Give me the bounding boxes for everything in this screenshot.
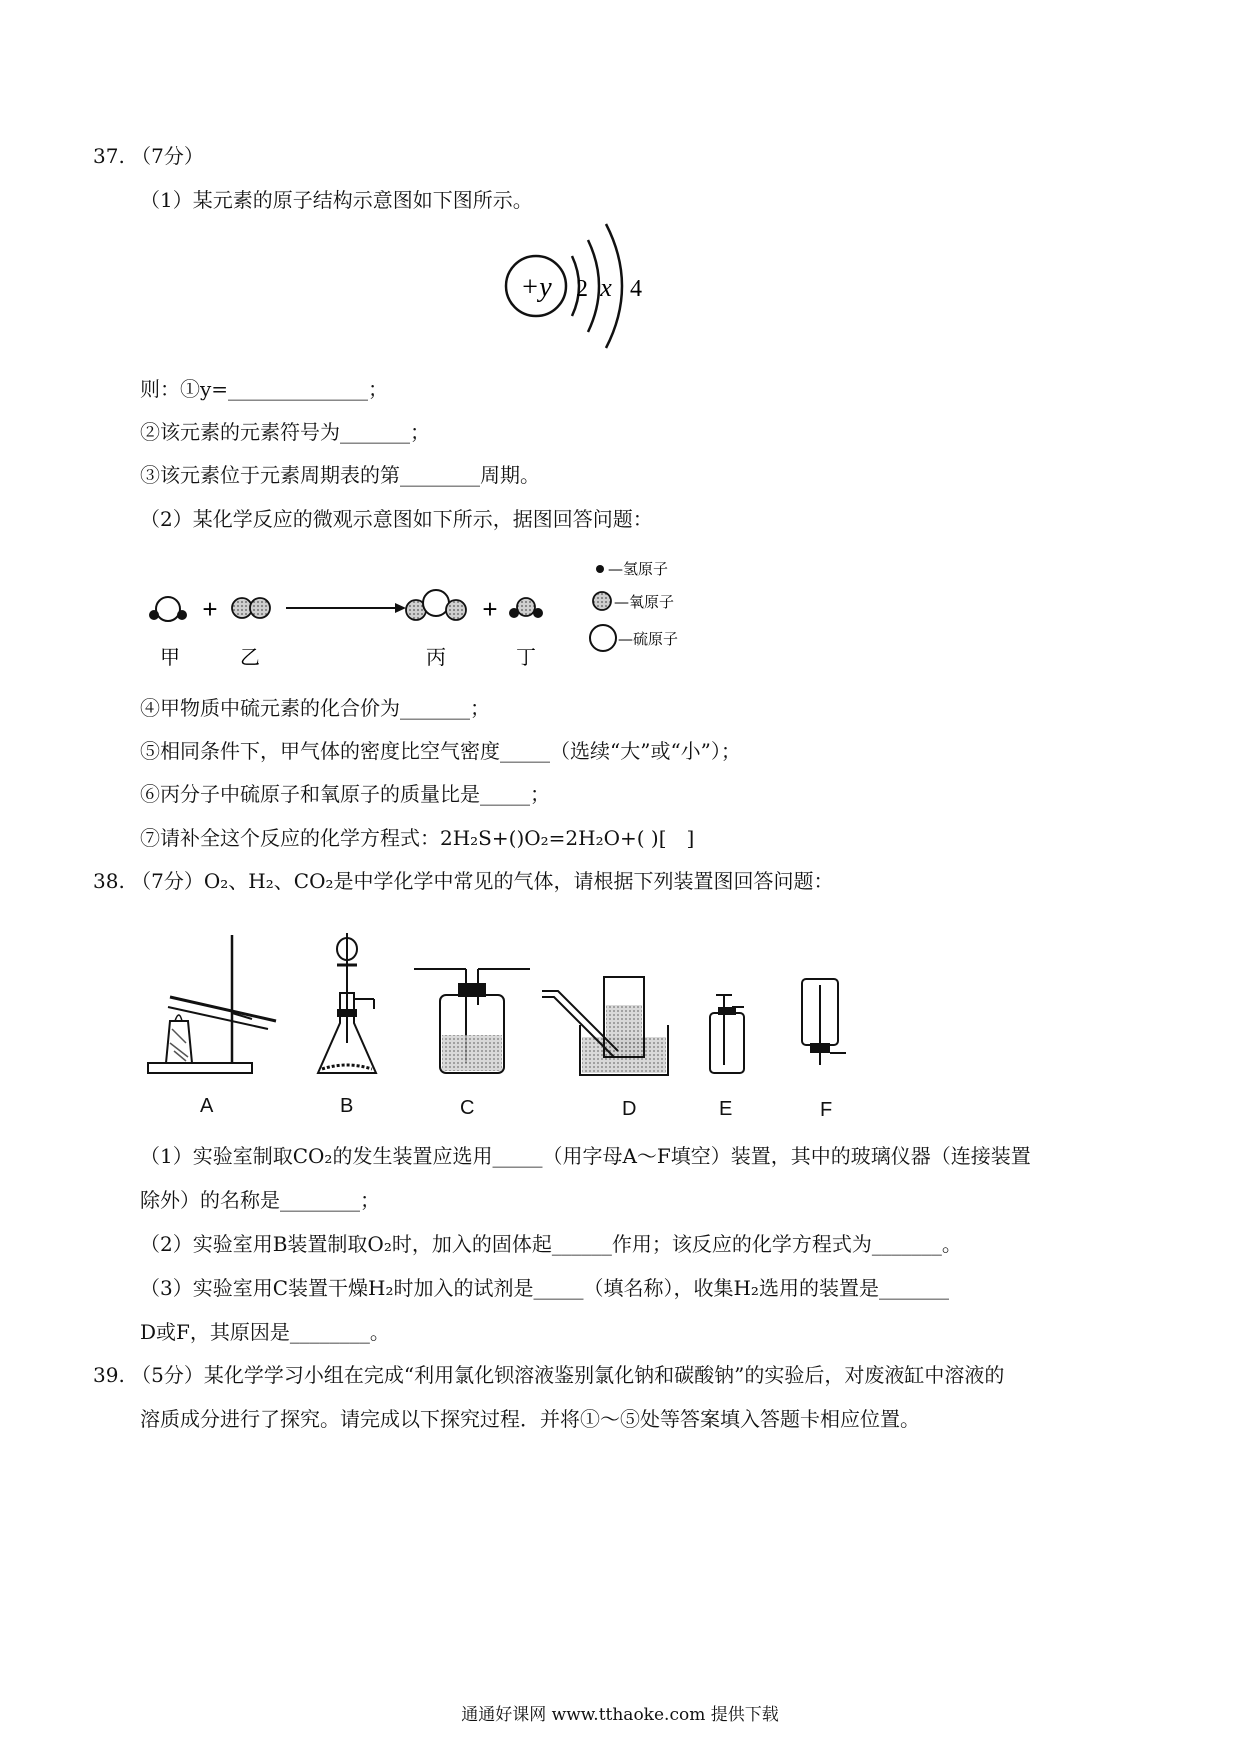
apparatus-label-a: A (200, 1095, 214, 1117)
atom-structure-diagram (500, 218, 660, 368)
apparatus-label-e: E (719, 1098, 733, 1120)
molecule-yi (232, 598, 270, 618)
page-footer: 通通好课网 www.tthaoke.com 提供下载 (461, 1705, 779, 1725)
q37-header: 37. （7分） (93, 144, 204, 168)
apparatus-d (542, 977, 668, 1075)
reaction-arrow-head (395, 603, 406, 613)
q37-item3: ③该元素位于元素周期表的第________周期。 (140, 463, 540, 487)
q38-q3-line1: （3）实验室用C装置干燥H₂时加入的试剂是_____（填名称），收集H₂选用的装置是_______ (140, 1276, 949, 1300)
q39-line1: 39. （5分）某化学学习小组在完成“利用氯化钡溶液鉴别氯化钠和碳酸钠”的实验后，对废液缸中溶液的 (93, 1363, 1005, 1387)
label-ding: 丁 (516, 645, 536, 669)
q38-q1-line2: 除外）的名称是________； (140, 1188, 380, 1212)
legend-oxygen: —氧原子 (614, 593, 675, 611)
apparatus-a (148, 935, 276, 1073)
q37-item6: ⑥丙分子中硫原子和氧原子的质量比是_____； (140, 782, 550, 806)
label-yi: 乙 (240, 645, 260, 669)
molecule-ding (509, 598, 543, 618)
plus-sign-1: + (202, 594, 218, 624)
apparatus-c (414, 969, 530, 1073)
molecule-bing (406, 590, 466, 620)
apparatus-label-b: B (340, 1095, 354, 1117)
q38-q2: （2）实验室用B装置制取O₂时，加入的固体起______作用；该反应的化学方程式为_______。 (140, 1232, 962, 1256)
lab-apparatus-diagram (140, 925, 880, 1095)
shell-2-count: x (600, 273, 612, 302)
apparatus-b (318, 933, 376, 1073)
label-jia: 甲 (160, 645, 180, 669)
plus-sign-2: + (482, 594, 498, 624)
shell-3-count: 4 (630, 276, 642, 302)
q38-q1-line1: （1）实验室制取CO₂的发生装置应选用_____（用字母A～F填空）装置，其中的玻璃仪器（连接装置 (140, 1144, 1031, 1168)
q37-item7: ⑦请补全这个反应的化学方程式：2H₂S+()O₂=2H₂O+( )[ ] (140, 826, 695, 850)
legend-sulfur: —硫原子 (618, 630, 679, 648)
q37-item4: ④甲物质中硫元素的化合价为_______； (140, 696, 490, 720)
apparatus-label-c: C (460, 1097, 475, 1119)
q38-header: 38. （7分）O₂、H₂、CO₂是中学化学中常见的气体，请根据下列装置图回答问题： (93, 869, 834, 893)
apparatus-label-d: D (622, 1098, 637, 1120)
reaction-legend (590, 560, 678, 651)
reaction-micro-diagram (140, 552, 740, 672)
shell-arc-2 (588, 240, 599, 332)
apparatus-f (802, 979, 846, 1065)
q37-item5: ⑤相同条件下，甲气体的密度比空气密度_____（选续“大”或“小”）； (140, 739, 741, 763)
nucleus-label: +y (520, 272, 552, 303)
apparatus-label-f: F (820, 1099, 833, 1121)
molecule-jia (149, 597, 187, 621)
q37-item1: 则：①y=______________； (140, 377, 389, 401)
apparatus-e (710, 995, 744, 1073)
legend-hydrogen: —氢原子 (608, 560, 669, 578)
label-bing: 丙 (426, 645, 446, 669)
q38-q3-line2: D或F，其原因是________。 (140, 1320, 390, 1344)
q39-line2: 溶质成分进行了探究。请完成以下探究过程．并将①～⑤处等答案填入答题卡相应位置。 (140, 1407, 920, 1431)
q37-item2: ②该元素的元素符号为_______； (140, 420, 430, 444)
shell-1-count: 2 (576, 276, 588, 302)
q37-part1-intro: （1）某元素的原子结构示意图如下图所示。 (140, 188, 533, 212)
q37-part2-intro: （2）某化学反应的微观示意图如下所示，据图回答问题： (140, 507, 653, 531)
